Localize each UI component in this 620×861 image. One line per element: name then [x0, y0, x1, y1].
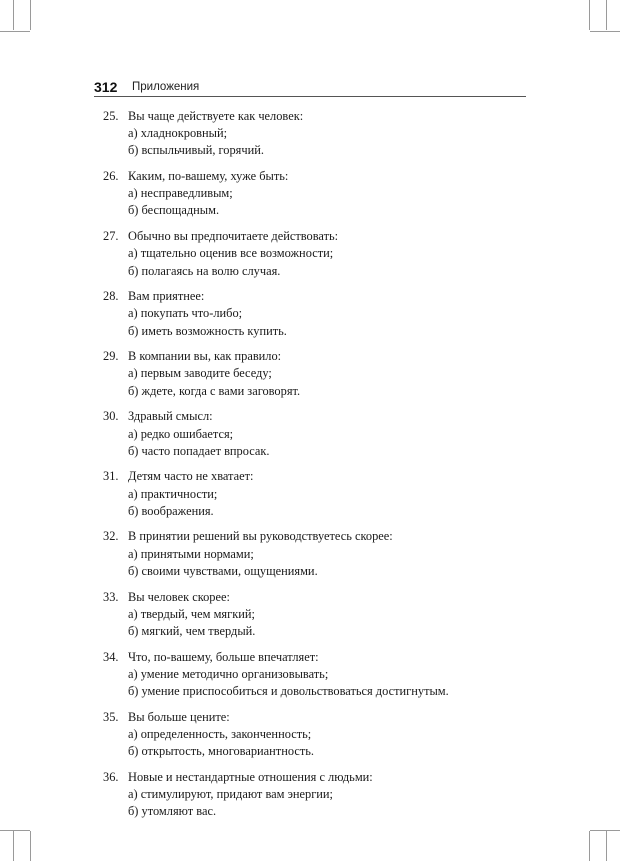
question-number: 28. — [103, 289, 119, 304]
answer-option: б) воображения. — [128, 503, 214, 518]
question-item — [103, 468, 533, 520]
section-title: Приложения — [132, 81, 200, 93]
question-number: 33. — [103, 589, 119, 604]
question-line — [103, 589, 533, 606]
answer-option: а) редко ошибается; — [128, 426, 234, 441]
question-item — [103, 108, 533, 160]
question-number: 29. — [103, 349, 119, 364]
question-text: Вы человек скорее: — [128, 589, 230, 604]
question-text: Детям часто не хватает: — [128, 469, 254, 484]
question-number: 27. — [103, 229, 119, 244]
question-number: 34. — [103, 649, 119, 664]
question-number: 26. — [103, 169, 119, 184]
question-item — [103, 709, 533, 761]
question-item — [103, 589, 533, 641]
question-item — [103, 528, 533, 580]
answer-option: б) открытость, многовариантность. — [128, 744, 315, 758]
question-item — [103, 769, 533, 821]
question-text: Вы больше цените: — [128, 709, 230, 724]
running-header — [94, 78, 526, 97]
question-line — [103, 769, 533, 786]
answer-option: б) беспощадным. — [128, 203, 220, 218]
answer-option: а) определенность, законченность; — [128, 726, 312, 741]
question-number: 36. — [103, 769, 119, 784]
question-item — [103, 408, 533, 460]
answer-option: а) стимулируют, придают вам энергии; — [128, 786, 333, 801]
crop-mark-bottom-right-1 — [589, 831, 590, 861]
page-number: 312 — [94, 79, 118, 95]
answer-option: б) ждете, когда с вами заговорят. — [128, 383, 301, 398]
answer-option: а) принятыми нормами; — [128, 546, 254, 561]
question-text: Каким, по-вашему, хуже быть: — [128, 169, 289, 184]
crop-mark-top-left-3 — [0, 31, 30, 32]
question-line — [103, 108, 533, 125]
answer-option: б) полагаясь на волю случая. — [128, 263, 281, 278]
crop-mark-top-left-1 — [13, 0, 14, 30]
crop-mark-top-right-2 — [606, 0, 607, 30]
answer-option: а) практичности; — [128, 486, 218, 501]
question-line — [103, 228, 533, 245]
crop-mark-bottom-right-2 — [606, 831, 607, 861]
answer-option: б) умение приспособиться и довольствоваться достигнутым. — [128, 683, 449, 698]
answer-option: б) мягкий, чем твердый. — [128, 623, 256, 638]
crop-mark-bottom-right-3 — [590, 830, 620, 831]
question-text: Вам приятнее: — [128, 289, 205, 304]
question-text: Обычно вы предпочитаете действовать: — [128, 229, 339, 244]
question-text: В принятии решений вы руководствуетесь скорее: — [128, 529, 393, 544]
question-line — [103, 468, 533, 485]
question-item — [103, 348, 533, 400]
question-text: В компании вы, как правило: — [128, 349, 282, 364]
question-text: Что, по-вашему, больше впечатляет: — [128, 649, 319, 664]
question-number: 30. — [103, 409, 119, 424]
answer-option: а) умение методично организовывать; — [128, 666, 329, 681]
question-item — [103, 228, 533, 280]
answer-option: б) своими чувствами, ощущениями. — [128, 563, 318, 578]
answer-option: б) утомляют вас. — [128, 804, 217, 819]
crop-mark-top-right-3 — [590, 31, 620, 32]
question-line — [103, 528, 533, 545]
question-line — [103, 649, 533, 666]
question-item — [103, 288, 533, 340]
answer-option: а) покупать что-либо; — [128, 306, 243, 321]
question-list — [103, 108, 533, 829]
crop-mark-top-left-2 — [30, 0, 31, 30]
answer-option: б) вспыльчивый, горячий. — [128, 143, 264, 158]
crop-mark-bottom-left-2 — [30, 831, 31, 861]
question-number: 35. — [103, 709, 119, 724]
question-number: 25. — [103, 109, 119, 123]
answer-option: а) хладнокровный; — [128, 126, 228, 141]
question-item — [103, 168, 533, 220]
answer-option: а) несправедливым; — [128, 186, 233, 201]
question-number: 32. — [103, 529, 119, 544]
question-line — [103, 348, 533, 365]
question-number: 31. — [103, 469, 119, 484]
question-line — [103, 168, 533, 185]
answer-option: а) твердый, чем мягкий; — [128, 606, 255, 621]
question-text: Новые и нестандартные отношения с людьми: — [128, 769, 373, 784]
question-line — [103, 709, 533, 726]
question-text: Здравый смысл: — [128, 409, 213, 424]
crop-mark-bottom-left-1 — [13, 831, 14, 861]
answer-option: б) иметь возможность купить. — [128, 323, 287, 338]
question-line — [103, 408, 533, 425]
crop-mark-top-right-1 — [589, 0, 590, 30]
answer-option: б) часто попадает впросак. — [128, 443, 270, 458]
question-text: Вы чаще действуете как человек: — [128, 109, 304, 123]
answer-option: а) первым заводите беседу; — [128, 366, 272, 381]
question-line — [103, 288, 533, 305]
answer-option: а) тщательно оценив все возможности; — [128, 246, 334, 261]
crop-mark-bottom-left-3 — [0, 830, 30, 831]
question-item — [103, 649, 533, 701]
